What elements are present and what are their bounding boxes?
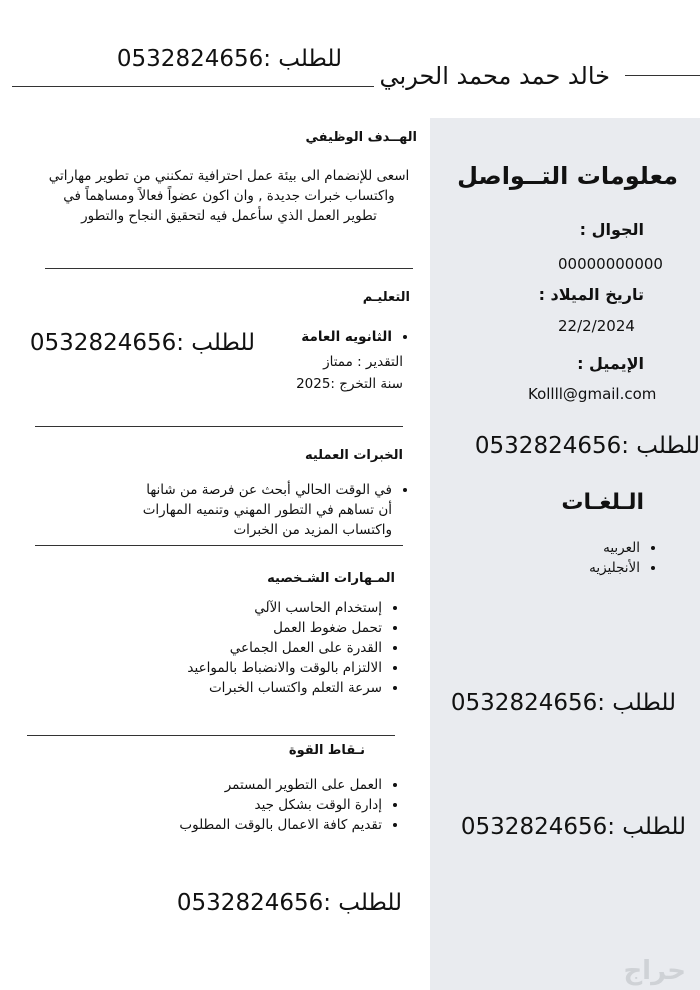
objective-text: اسعى للإنضمام الى بيئة عمل احترافية تمكنني من تطوير مهاراتي واكتساب خبرات جديدة , وان اكون عضواً فعالاً ومساهماً في تطوير العمل الذي سأعمل فيه لتحقيق النجاح والتطور — [48, 168, 410, 224]
skill-item: • تحمل ضغوط العمل — [187, 618, 382, 638]
education-list — [301, 327, 410, 347]
education-degree: • الثانويه العامة — [301, 327, 392, 347]
watermark-logo: حراج — [623, 956, 686, 986]
experience-item: • في الوقت الحالي أبحث عن فرصة من شانها أن تساهم في التطور المهني وتنميه المهارات واكتساب المزيد من الخبرات — [132, 480, 392, 540]
strength-item: • العمل على التطوير المستمر — [179, 775, 382, 795]
email-value: Kollll@gmail.com — [528, 385, 657, 403]
divider — [12, 86, 374, 87]
mobile-label: الجوال : — [579, 220, 644, 239]
experience-title: الخبرات العمليه — [304, 448, 403, 463]
birth-label: تاريخ الميلاد : — [538, 285, 644, 304]
divider — [45, 268, 413, 269]
divider — [27, 735, 395, 736]
language-item: • العربيه — [589, 538, 640, 558]
order-phone: للطلب :0532824656 — [176, 890, 402, 916]
birth-value: 22/2/2024 — [558, 317, 635, 335]
education-grade: التقدير : ممتاز — [323, 354, 403, 370]
education-year: سنة التخرج :2025 — [296, 376, 403, 392]
strengths-title: نـقاط القوة — [288, 743, 365, 758]
person-name: خالد حمد محمد الحربي — [379, 62, 610, 90]
contact-sidebar — [430, 118, 700, 990]
contact-title: معلومات التــواصل — [457, 162, 678, 190]
language-item: • الأنجليزيه — [589, 558, 640, 578]
skills-list — [187, 598, 400, 698]
order-phone: للطلب :0532824656 — [116, 46, 342, 72]
education-title: التعليـم — [362, 290, 410, 305]
order-phone: للطلب :0532824656 — [474, 433, 700, 459]
skill-item: • إستخدام الحاسب الآلي — [187, 598, 382, 618]
skill-item: • الالتزام بالوقت والانضباط بالمواعيد — [187, 658, 382, 678]
strength-item: • تقديم كافة الاعمال بالوقت المطلوب — [179, 815, 382, 835]
email-label: الإيميل : — [577, 354, 644, 373]
order-phone: للطلب :0532824656 — [460, 814, 686, 840]
objective-title: الهــدف الوظيفي — [305, 130, 417, 145]
languages-list — [589, 538, 658, 578]
skill-item: • سرعة التعلم واكتساب الخبرات — [187, 678, 382, 698]
strengths-list — [179, 775, 400, 835]
strength-item: • إدارة الوقت بشكل جيد — [179, 795, 382, 815]
mobile-value: 00000000000 — [558, 255, 663, 273]
divider — [35, 545, 403, 546]
divider — [35, 426, 403, 427]
divider — [625, 75, 700, 76]
order-phone: للطلب :0532824656 — [450, 690, 676, 716]
skills-title: المـهارات الشـخصيه — [267, 571, 395, 586]
languages-title: الـلغـات — [561, 490, 644, 515]
experience-list — [132, 480, 410, 540]
order-phone: للطلب :0532824656 — [29, 330, 255, 356]
skill-item: • القدرة على العمل الجماعي — [187, 638, 382, 658]
